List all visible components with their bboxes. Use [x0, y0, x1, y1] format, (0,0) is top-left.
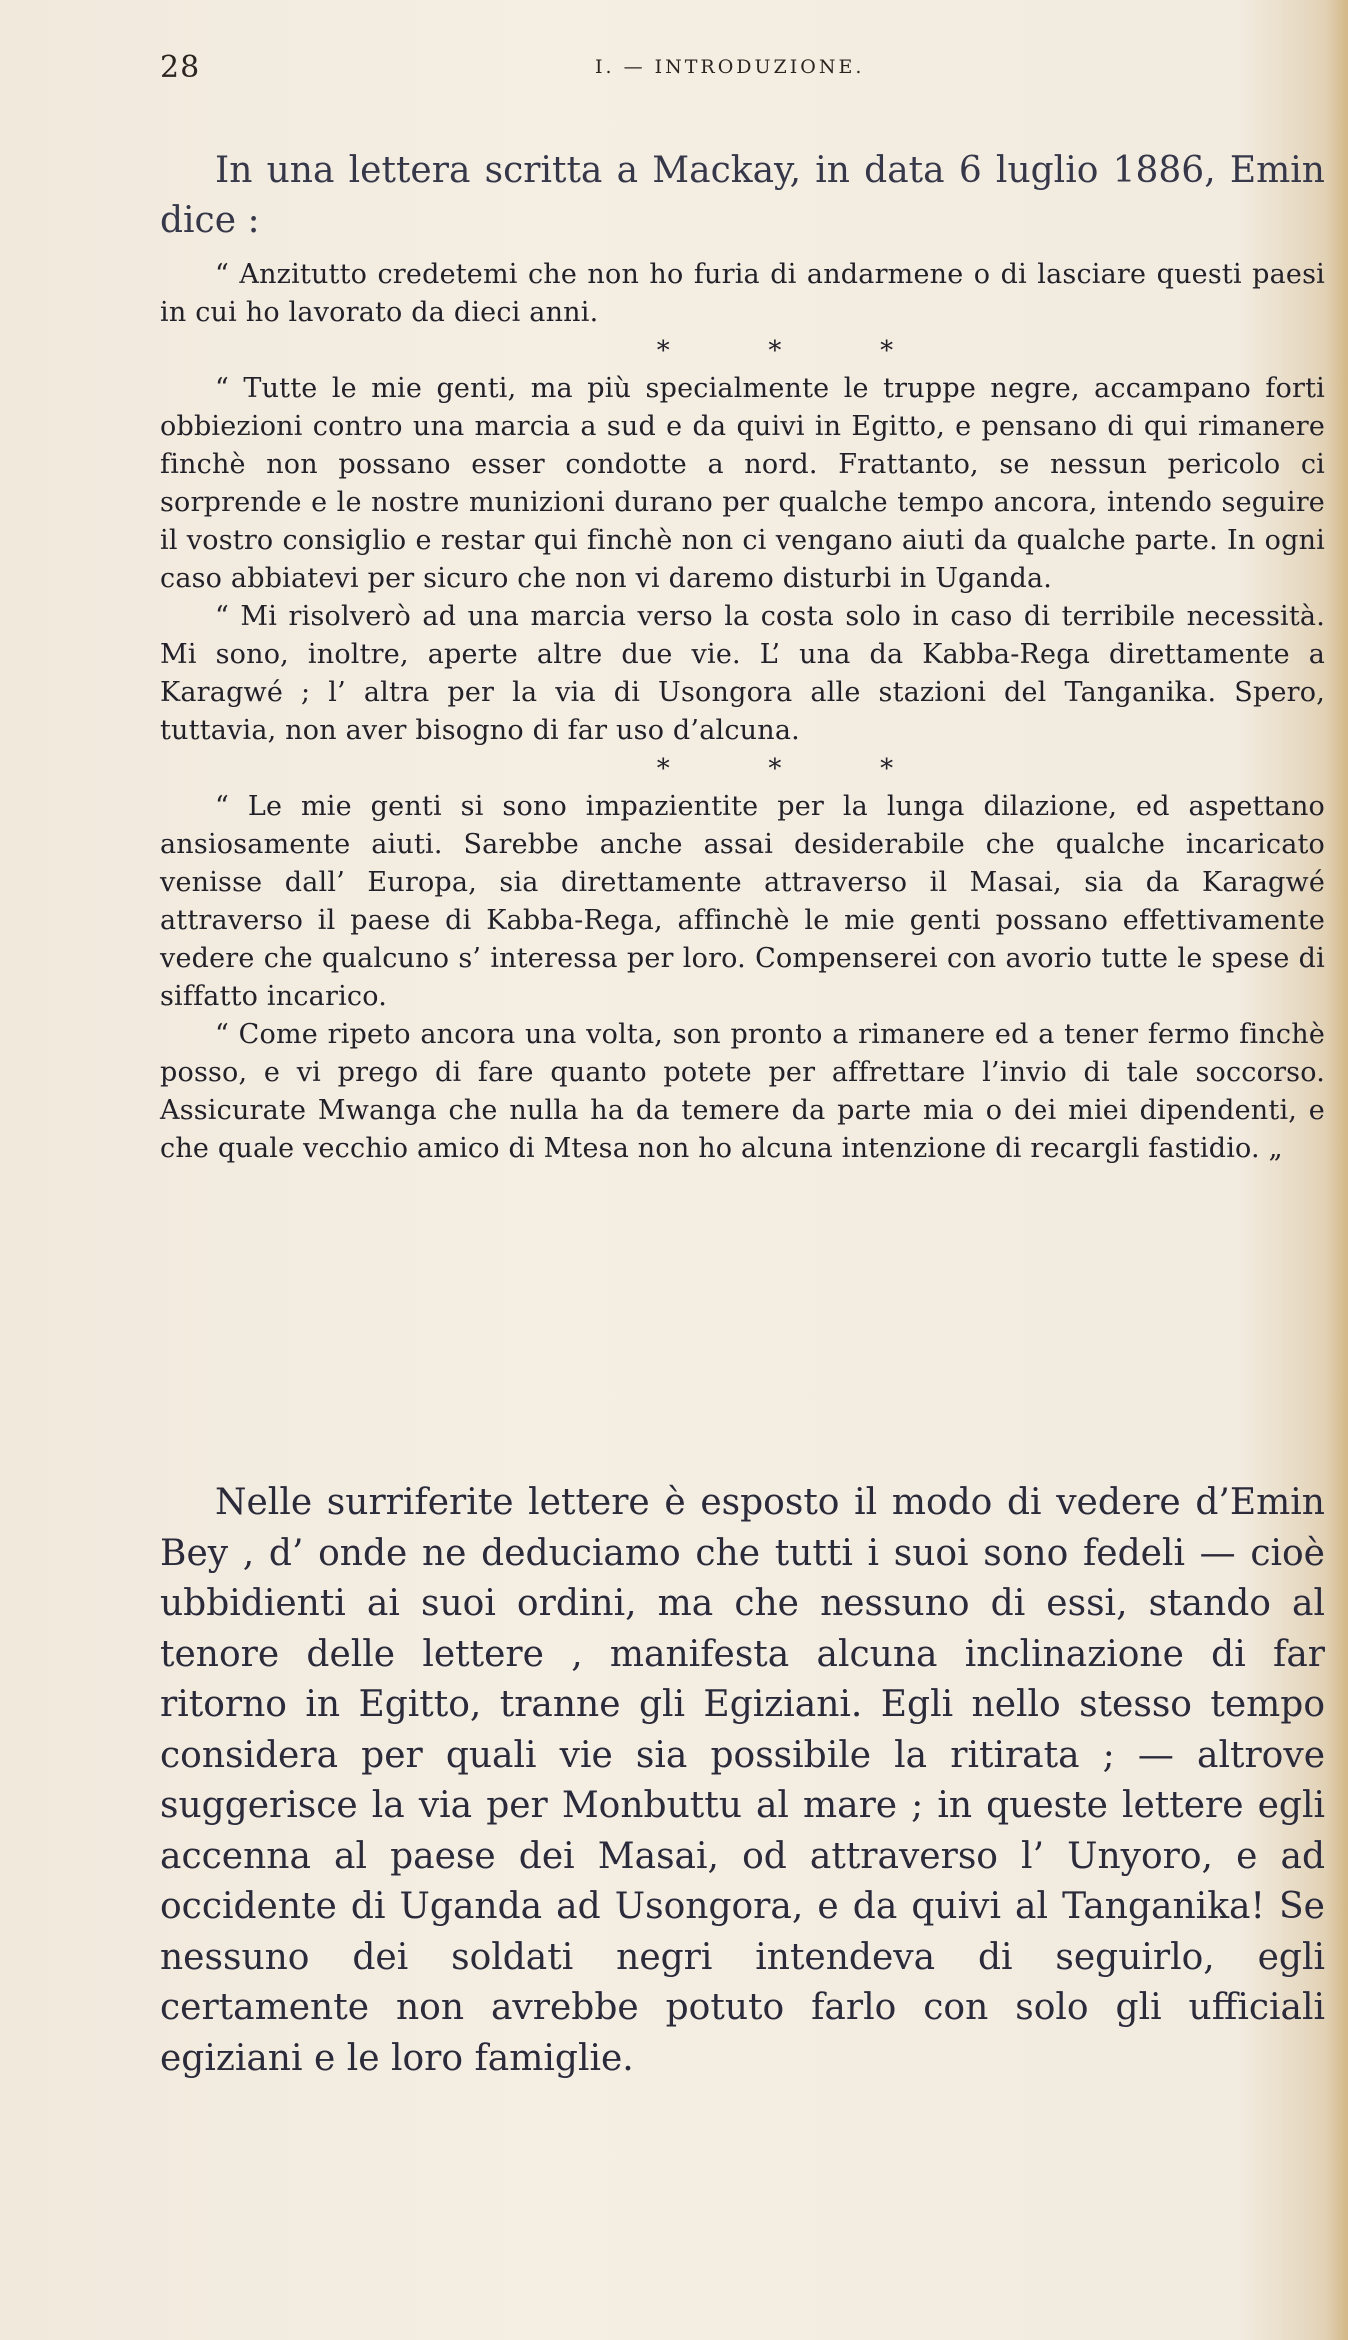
section-separator-1: * * *	[656, 336, 894, 366]
conclusion-paragraph: Nelle surriferite lettere è esposto il modo di vedere d’Emin Bey , d’ onde ne deduciamo che tutti i suoi sono fedeli — cioè ubbidienti ai suoi ordini, ma che nessuno di essi, stando al tenore delle lettere , manifesta alcuna inclinazione di far ritorno in Egitto, tranne gli Egiziani. Egli nello stesso tempo considera per quali vie sia possibile la ritirata ; — altrove suggerisce la via per Monbuttu al mare ; in queste lettere egli accenna al paese dei Masai, od attraverso l’ Unyoro, e ad occidente di Uganda ad Usongora, e da quivi al Tanganika! Se nessuno dei soldati negri intendeva di seguirlo, egli certamente non avrebbe potuto farlo con solo gli ufficiali egiziani e le loro famiglie.	[160, 1482, 1325, 2079]
quote-paragraph-5: “ Come ripeto ancora una volta, son pronto a rimanere ed a tener fermo finchè posso, e vi prego di fare quanto potete per affrettare l’invio di tale soccorso. Assicurate Mwanga che nulla ha da temere da parte mia o dei miei dipendenti, e che quale vecchio amico di Mtesa non ho alcuna intenzione di recargli fastidio. „	[160, 1019, 1325, 1164]
running-head: I. — INTRODUZIONE.	[595, 56, 865, 78]
quote-paragraph-3: “ Mi risolverò ad una marcia verso la costa solo in caso di terribile necessità. Mi sono, inoltre, aperte altre due vie. L’ una da Kabba-Rega direttamente a Karagwé ; l’ altra per la via di Usongora alle stazioni del Tanganika. Spero, tuttavia, non aver bisogno di far uso d’alcuna.	[160, 601, 1325, 746]
letter-quotation	[160, 256, 1325, 1168]
page-number: 28	[160, 50, 201, 85]
page-header	[160, 50, 1300, 90]
quote-paragraph-4: “ Le mie genti si sono impazientite per la lunga dilazione, ed aspettano ansiosamente aiuti. Sarebbe anche assai desiderabile che qualche incaricato venisse dall’ Europa, sia direttamente attraverso il Masai, sia da Karagwé attraverso il paese di Kabba-Rega, affinchè le mie genti possano effettivamente vedere che qualcuno s’ interessa per loro. Compenserei con avorio tutte le spese di siffatto incarico.	[160, 791, 1325, 1012]
quote-paragraph-2: “ Tutte le mie genti, ma più specialmente le truppe negre, accampano forti obbiezioni contro una marcia a sud e da quivi in Egitto, e pensano di qui rimanere finchè non possano esser condotte a nord. Frattanto, se nessun pericolo ci sorprende e le nostre munizioni durano per qualche tempo ancora, intendo seguire il vostro consiglio e restar qui finchè non ci vengano aiuti da qualche parte. In ogni caso abbiatevi per sicuro che non vi daremo disturbi in Uganda.	[160, 373, 1325, 594]
intro-paragraph: In una lettera scritta a Mackay, in data 6 luglio 1886, Emin dice :	[160, 150, 1325, 241]
page-edge-shading	[1326, 0, 1348, 2340]
quote-paragraph-1: “ Anzitutto credetemi che non ho furia di andarmene o di lasciare questi paesi in cui ho lavorato da dieci anni.	[160, 259, 1325, 328]
section-separator-2: * * *	[656, 754, 894, 784]
